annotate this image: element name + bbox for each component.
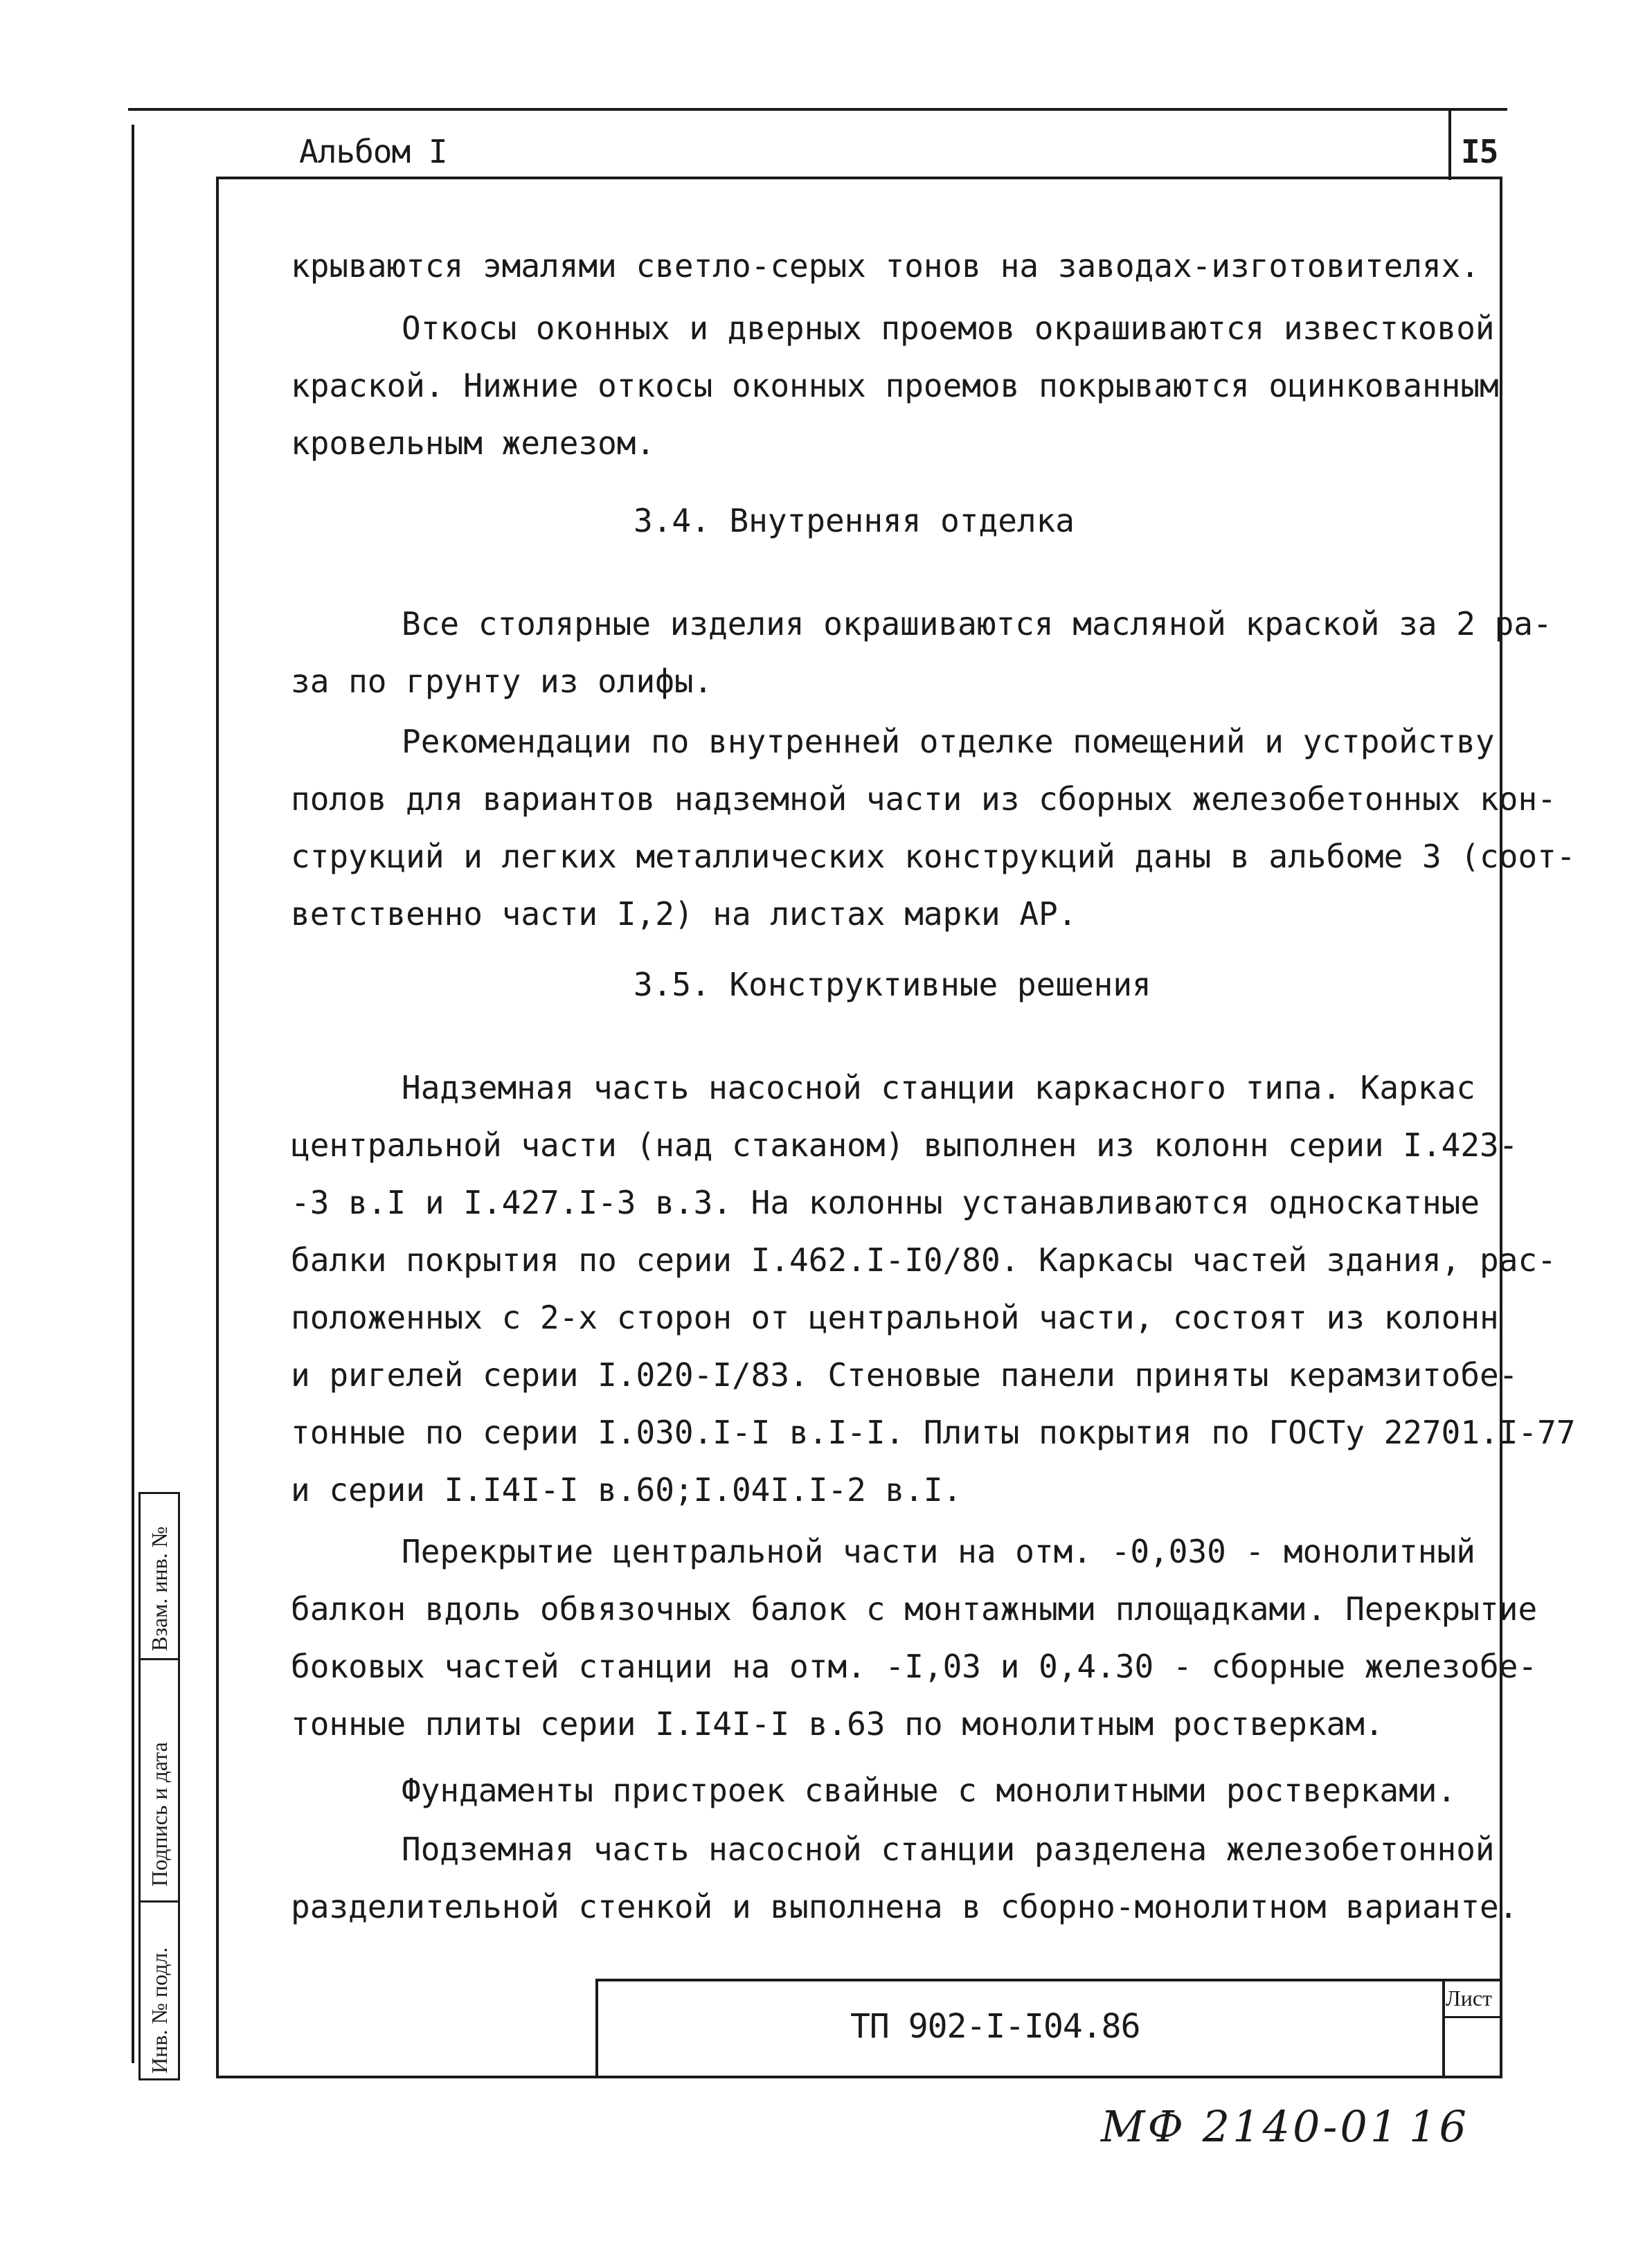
header-top-rule bbox=[128, 108, 1507, 111]
paragraph-4-line: полов для вариантов надземной части из сборных железобетонных кон- bbox=[291, 780, 1556, 818]
side-stamp-divider bbox=[138, 1900, 180, 1903]
handwritten-archive-code: МФ 2140-01 bbox=[1101, 2101, 1401, 2152]
sheet-cell-mid-rule bbox=[1442, 2016, 1502, 2018]
paragraph-8 bbox=[291, 1821, 1518, 1936]
paragraph-5-line: Надземная часть насосной станции каркасного типа. Каркас bbox=[402, 1069, 1475, 1106]
album-label: Альбом I bbox=[299, 133, 447, 170]
paragraph-4 bbox=[291, 713, 1576, 943]
paragraph-6-line: Перекрытие центральной части на отм. -0,030 - монолитный bbox=[402, 1533, 1475, 1570]
paragraph-6-line: боковых частей станции на отм. -I,03 и 0,4.30 - сборные железобе- bbox=[291, 1648, 1538, 1685]
header-outer-left-rule bbox=[132, 125, 134, 2063]
sheet-label: Лист bbox=[1446, 1986, 1493, 2011]
paragraph-5-line: и ригелей серии I.020-I/83. Стеновые панели приняты керамзитобе- bbox=[291, 1356, 1518, 1394]
paragraph-1-line: крываются эмалями светло-серых тонов на заводах-изготовителях. bbox=[291, 247, 1480, 285]
paragraph-5 bbox=[291, 1059, 1576, 1519]
paragraph-5-line: балки покрытия по серии I.462.I-I0/80. Каркасы частей здания, рас- bbox=[291, 1241, 1556, 1279]
paragraph-2-line: Откосы оконных и дверных проемов окрашиваются известковой bbox=[402, 309, 1495, 347]
page-number-divider bbox=[1448, 108, 1451, 180]
paragraph-1 bbox=[291, 237, 1482, 295]
paragraph-5-line: -3 в.I и I.427.I-3 в.3. На колонны устанавливаются односкатные bbox=[291, 1184, 1480, 1221]
paragraph-3-line: Все столярные изделия окрашиваются масляной краской за 2 ра- bbox=[402, 605, 1552, 642]
side-stamp-sign-date: Подпись и дата bbox=[147, 1742, 172, 1887]
paragraph-6-line: балкон вдоль обвязочных балок с монтажными площадками. Перекрытие bbox=[291, 1590, 1538, 1628]
paragraph-5-line: центральной части (над стаканом) выполнен из колонн серии I.423- bbox=[291, 1126, 1518, 1164]
handwritten-archive-page: 16 bbox=[1409, 2101, 1469, 2152]
paragraph-8-line: Подземная часть насосной станции разделена железобетонной bbox=[402, 1831, 1495, 1868]
side-stamp-divider bbox=[138, 1658, 180, 1660]
page-number: I5 bbox=[1461, 133, 1498, 170]
paragraph-7-line: Фундаменты пристроек свайные с монолитными ростверками. bbox=[402, 1772, 1457, 1809]
sheet-cell-left-rule bbox=[1442, 1979, 1445, 2078]
section-heading-3-4: 3.4. Внутренняя отделка bbox=[634, 502, 1075, 539]
side-stamp-original-inventory: Инв. № подл. bbox=[147, 1947, 172, 2074]
paragraph-5-line: и серии I.I4I-I в.60;I.04I.I-2 в.I. bbox=[291, 1471, 962, 1509]
section-heading-3-5: 3.5. Конструктивные решения bbox=[634, 966, 1151, 1003]
paragraph-5-line: положенных с 2-х сторон от центральной части, состоят из колонн bbox=[291, 1299, 1499, 1336]
paragraph-6-line: тонные плиты серии I.I4I-I в.63 по монолитным ростверкам. bbox=[291, 1705, 1384, 1743]
paragraph-7 bbox=[291, 1762, 1482, 1819]
paragraph-3-line: за по грунту из олифы. bbox=[291, 663, 713, 700]
paragraph-5-line: тонные по серии I.030.I-I в.I-I. Плиты покрытия по ГОСТу 22701.I-77 bbox=[291, 1414, 1576, 1451]
paragraph-2-line: кровельным железом. bbox=[291, 424, 656, 462]
paragraph-3 bbox=[291, 595, 1552, 710]
paragraph-6 bbox=[291, 1523, 1538, 1753]
paragraph-8-line: разделительной стенкой и выполнена в сборно-монолитном варианте. bbox=[291, 1888, 1518, 1925]
paragraph-2-line: краской. Нижние откосы оконных проемов покрываются оцинкованным bbox=[291, 367, 1499, 404]
paragraph-4-line: ветственно части I,2) на листах марки АР. bbox=[291, 895, 1077, 933]
paragraph-4-line: Рекомендации по внутренней отделке помещений и устройству bbox=[402, 723, 1495, 760]
paragraph-2 bbox=[291, 300, 1499, 472]
document-code: ТП 902-I-I04.86 bbox=[850, 2007, 1140, 2046]
side-stamp-replace-inventory: Взам. инв. № bbox=[147, 1526, 172, 1651]
paragraph-4-line: струкций и легких металлических конструкций даны в альбоме 3 (соот- bbox=[291, 838, 1576, 875]
